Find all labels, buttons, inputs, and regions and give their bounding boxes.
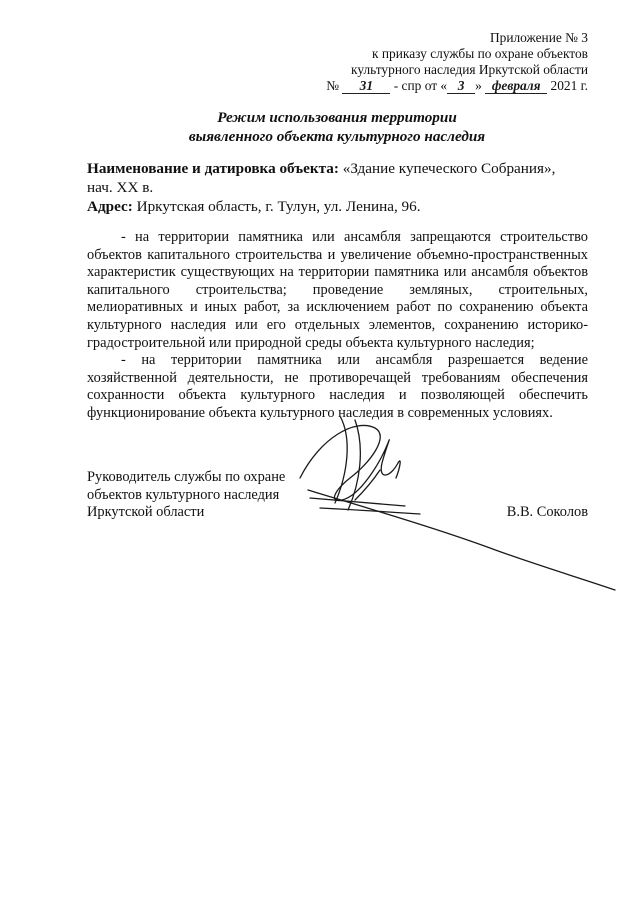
order-year: 2021 г.	[550, 78, 588, 93]
object-name-row	[87, 159, 592, 178]
order-month-handwritten: февраля	[485, 79, 547, 94]
signature-block	[87, 469, 588, 522]
annex-line-1: Приложение № 3	[489, 30, 588, 45]
regime-body	[87, 229, 588, 423]
signer-position-line-3: Иркутской области	[87, 504, 205, 521]
regime-paragraph-prohibited: - на территории памятника или ансамбля запрещаются строительство объектов капитального строительства и увеличение объемно-пространственных характеристик существующих на территории памятника или ансамбля объектов капитального строительства; проведение земляных, строительных, мелиоративных и иных работ, за исключением работ по сохранению объекта культурного наследия или его отдельных элементов, сохранению историко-градостроительной или природной среды объекта культурного наследия;	[87, 229, 588, 351]
regime-paragraph-allowed: - на территории памятника или ансамбля разрешается ведение хозяйственной деятельности, не противоречащей требованиям обеспечения сохранности объекта культурного наследия и позволяющей обеспечить функционирование объекта культурного наследия в современных условиях.	[87, 352, 588, 421]
number-sign: №	[326, 78, 340, 93]
title-line-1: Режим использования территории	[217, 109, 457, 126]
document-title	[87, 108, 587, 146]
annex-order-number-line	[268, 78, 588, 94]
title-line-2: выявленного объекта культурного наследия	[188, 128, 486, 145]
object-name-label: Наименование и датировка объекта:	[87, 160, 339, 177]
signer-name: В.В. Соколов	[506, 504, 588, 520]
order-number-mid: - спр от «	[393, 78, 448, 93]
object-info	[87, 159, 592, 216]
object-date-value: нач. XX в.	[87, 179, 154, 196]
annex-line-2: к приказу службы по охране объектов	[372, 46, 588, 61]
annex-line-3: культурного наследия Иркутской области	[351, 62, 588, 77]
signer-position-line-1: Руководитель службы по охране	[87, 469, 286, 485]
signer-position-line-2: объектов культурного наследия	[87, 486, 280, 503]
annex-header	[268, 30, 588, 94]
address-label: Адрес:	[87, 198, 133, 215]
address-value: Иркутская область, г. Тулун, ул. Ленина, 96.	[136, 198, 421, 215]
order-quote-close: »	[475, 78, 482, 93]
order-number-handwritten: 31	[342, 79, 390, 94]
object-name-value: «Здание купеческого Собрания»,	[342, 160, 556, 177]
object-address-row	[87, 197, 592, 216]
order-day-handwritten: 3	[447, 79, 475, 94]
